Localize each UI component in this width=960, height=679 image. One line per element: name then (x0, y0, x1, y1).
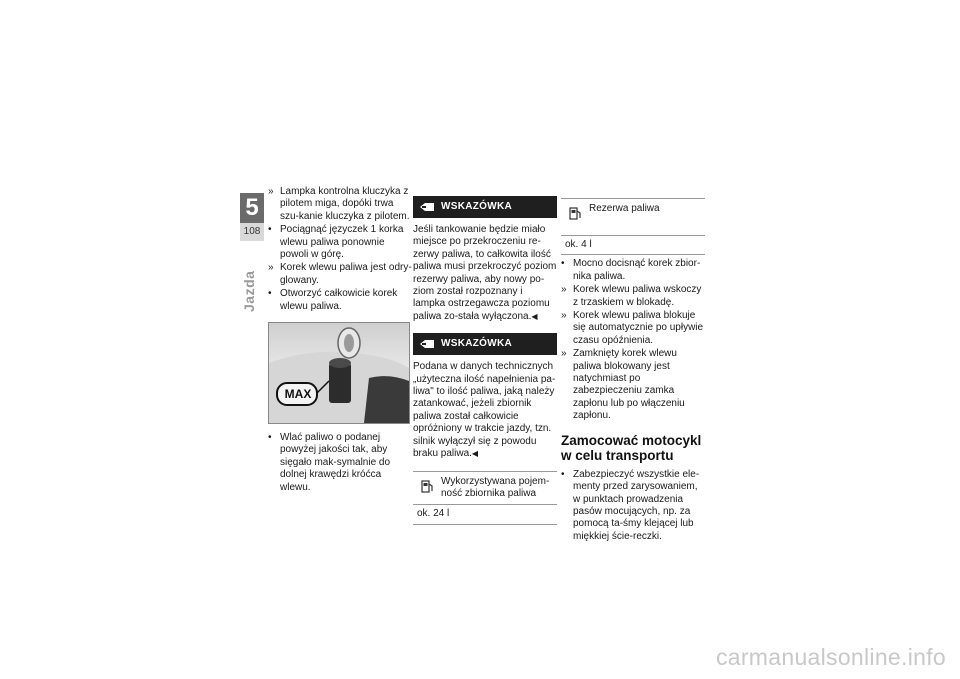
column-2 (413, 196, 557, 525)
note-icon (419, 338, 435, 350)
end-marker-icon: ◀ (471, 449, 479, 459)
note-title: WSKAZÓWKA (441, 338, 513, 350)
list-item: • Pociągnąć języczek 1 korka wlewu paliwa ponownie powoli w górę. (268, 224, 404, 261)
note-body: Jeśli tankowanie będzie miało miejsce po przekroczeniu re-zerwy paliwa, to całkowita ilość paliwa musi przekroczyć poziom rezerwy paliwa, aby nowy po-ziom został rozpoznany i lampka ostrzegawcza poziomu paliwa zo-stała wyłączona.◀ (413, 224, 557, 322)
list-item: • Zabezpieczyć wszystkie ele-menty przed zarysowaniem, w punktach prowadzenia pasów mocujących, np. za pomocą ta-śmy klejącej lub miękkiej ście-reczki. (561, 468, 700, 542)
list-item: • Wlać paliwo o podanej powyżej jakości tak, aby sięgało mak-symalnie do dolnej krawędzi króćca wlewu. (268, 432, 391, 493)
note-icon (419, 201, 435, 213)
list-item: » Lampka kontrolna kluczyka z pilotem miga, dopóki trwa szu-kanie kluczyka z pilotem. (268, 186, 410, 222)
list-item: » Korek wlewu paliwa jest odry-glowany. (268, 262, 412, 286)
max-label: MAX (284, 387, 312, 402)
list-item: • Otworzyć całkowicie korek wlewu paliwa. (268, 288, 398, 312)
section-title: Zamocować motocykl w celu transportu (561, 432, 702, 463)
list-item: » Korek wlewu paliwa blokuje się automatycznie po upływie czasu opóźnienia. (561, 310, 704, 346)
column-3 (561, 198, 705, 544)
instruction-list (268, 186, 412, 313)
instruction-list-2 (268, 432, 412, 494)
chapter-tab (240, 193, 264, 241)
watermark: carmanualsonline.info (715, 644, 946, 670)
fuel-filler-photo (268, 322, 410, 424)
note-header (413, 196, 557, 218)
note-title: WSKAZÓWKA (441, 200, 513, 212)
spec-label-row (561, 199, 705, 236)
page-number: 108 (240, 223, 264, 241)
chapter-title: Jazda (241, 270, 257, 312)
fuel-pump-icon (561, 203, 589, 221)
spec-label: Rezerwa paliwa (589, 203, 660, 214)
chapter-number: 5 (245, 194, 259, 221)
spec-value: ok. 4 l (565, 239, 592, 250)
spec-table (561, 198, 705, 255)
list-item: » Zamknięty korek wlewu paliwa blokowany jest natychmiast po zabezpieczeniu zamka zapłonu lub po włączeniu zapłonu. (561, 348, 685, 422)
spec-label: Wykorzystywana pojem-ność zbiornika paliwa (441, 475, 550, 499)
spec-table (413, 471, 557, 525)
spec-label-row (413, 472, 557, 506)
column-1 (268, 186, 412, 495)
end-marker-icon: ◀ (531, 311, 538, 321)
note-header (413, 333, 557, 355)
list-item: » Korek wlewu paliwa wskoczy z trzaskiem w blokadę. (561, 284, 702, 308)
spec-value: ok. 24 l (417, 508, 450, 520)
fuel-pump-icon (413, 476, 441, 501)
list-item: • Mocno docisnąć korek zbior-nika paliwa. (561, 258, 701, 282)
note-body: Podana w danych technicznych „użyteczna ilość napełnienia pa-liwa" to ilość paliwa, jaką należy zatankować, jeżeli zbiornik paliwa został całkowicie opróżniony w trakcie jazdy, tzn. silnik wyłączył się z powodu braku paliwa.◀ (413, 361, 556, 460)
instruction-list (561, 258, 705, 422)
instruction-list-2 (561, 469, 705, 543)
fuel-filler-illustration (269, 323, 409, 423)
